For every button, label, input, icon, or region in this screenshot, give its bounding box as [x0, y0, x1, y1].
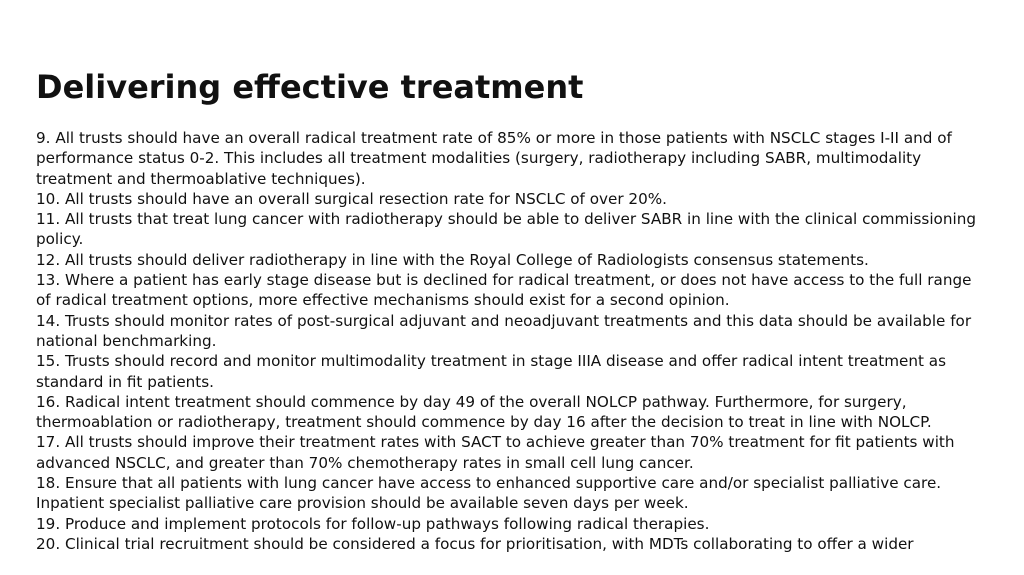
recommendation-item: 16. Radical intent treatment should commence by day 49 of the overall NOLCP pathway. Furthermore, for surgery, thermoablation or radiotherapy, treatment should commence by day 16 after the decision to treat in line with NOLCP. [36, 392, 932, 432]
recommendation-item: 10. All trusts should have an overall surgical resection rate for NSCLC of over 20%. [36, 189, 668, 208]
slide-title: Delivering effective treatment [36, 68, 584, 106]
recommendation-item: 9. All trusts should have an overall radical treatment rate of 85% or more in those patients with NSCLC stages I-II and of performance status 0-2. This includes all treatment modalities (surgery, radiotherapy including SABR, multimodality treatment and thermoablative techniques). [36, 129, 952, 188]
recommendation-item: 19. Produce and implement protocols for follow-up pathways following radical therapies. [36, 514, 710, 533]
recommendation-item: 14. Trusts should monitor rates of post-surgical adjuvant and neoadjuvant treatments and this data should be available for national benchmarking. [36, 311, 972, 350]
recommendation-item: 18. Ensure that all patients with lung cancer have access to enhanced supportive care and/or specialist palliative care. Inpatient specialist palliative care provision should be available seven days per week. [36, 474, 942, 513]
recommendation-item: 17. All trusts should improve their treatment rates with SACT to achieve greater than 70% treatment for fit patients with advanced NSCLC, and greater than 70% chemotherapy rates in small cell lung cancer. [36, 433, 955, 472]
recommendation-item: 12. All trusts should deliver radiotherapy in line with the Royal College of Radiologists consensus statements. [36, 250, 869, 269]
recommendation-item: 11. All trusts that treat lung cancer with radiotherapy should be able to deliver SABR in line with the clinical commissioning policy. [36, 210, 976, 249]
recommendation-item: 15. Trusts should record and monitor multimodality treatment in stage IIIA disease and offer radical intent treatment as standard in fit patients. [36, 352, 947, 391]
recommendation-item: 13. Where a patient has early stage disease but is declined for radical treatment, or does not have access to the full range of radical treatment options, more effective mechanisms should exist for a second opinion. [36, 271, 972, 310]
recommendation-item: 20. Clinical trial recruitment should be considered a focus for prioritisation, with MDTs collaborating to offer a wider [36, 534, 914, 553]
recommendations-list [36, 128, 976, 554]
